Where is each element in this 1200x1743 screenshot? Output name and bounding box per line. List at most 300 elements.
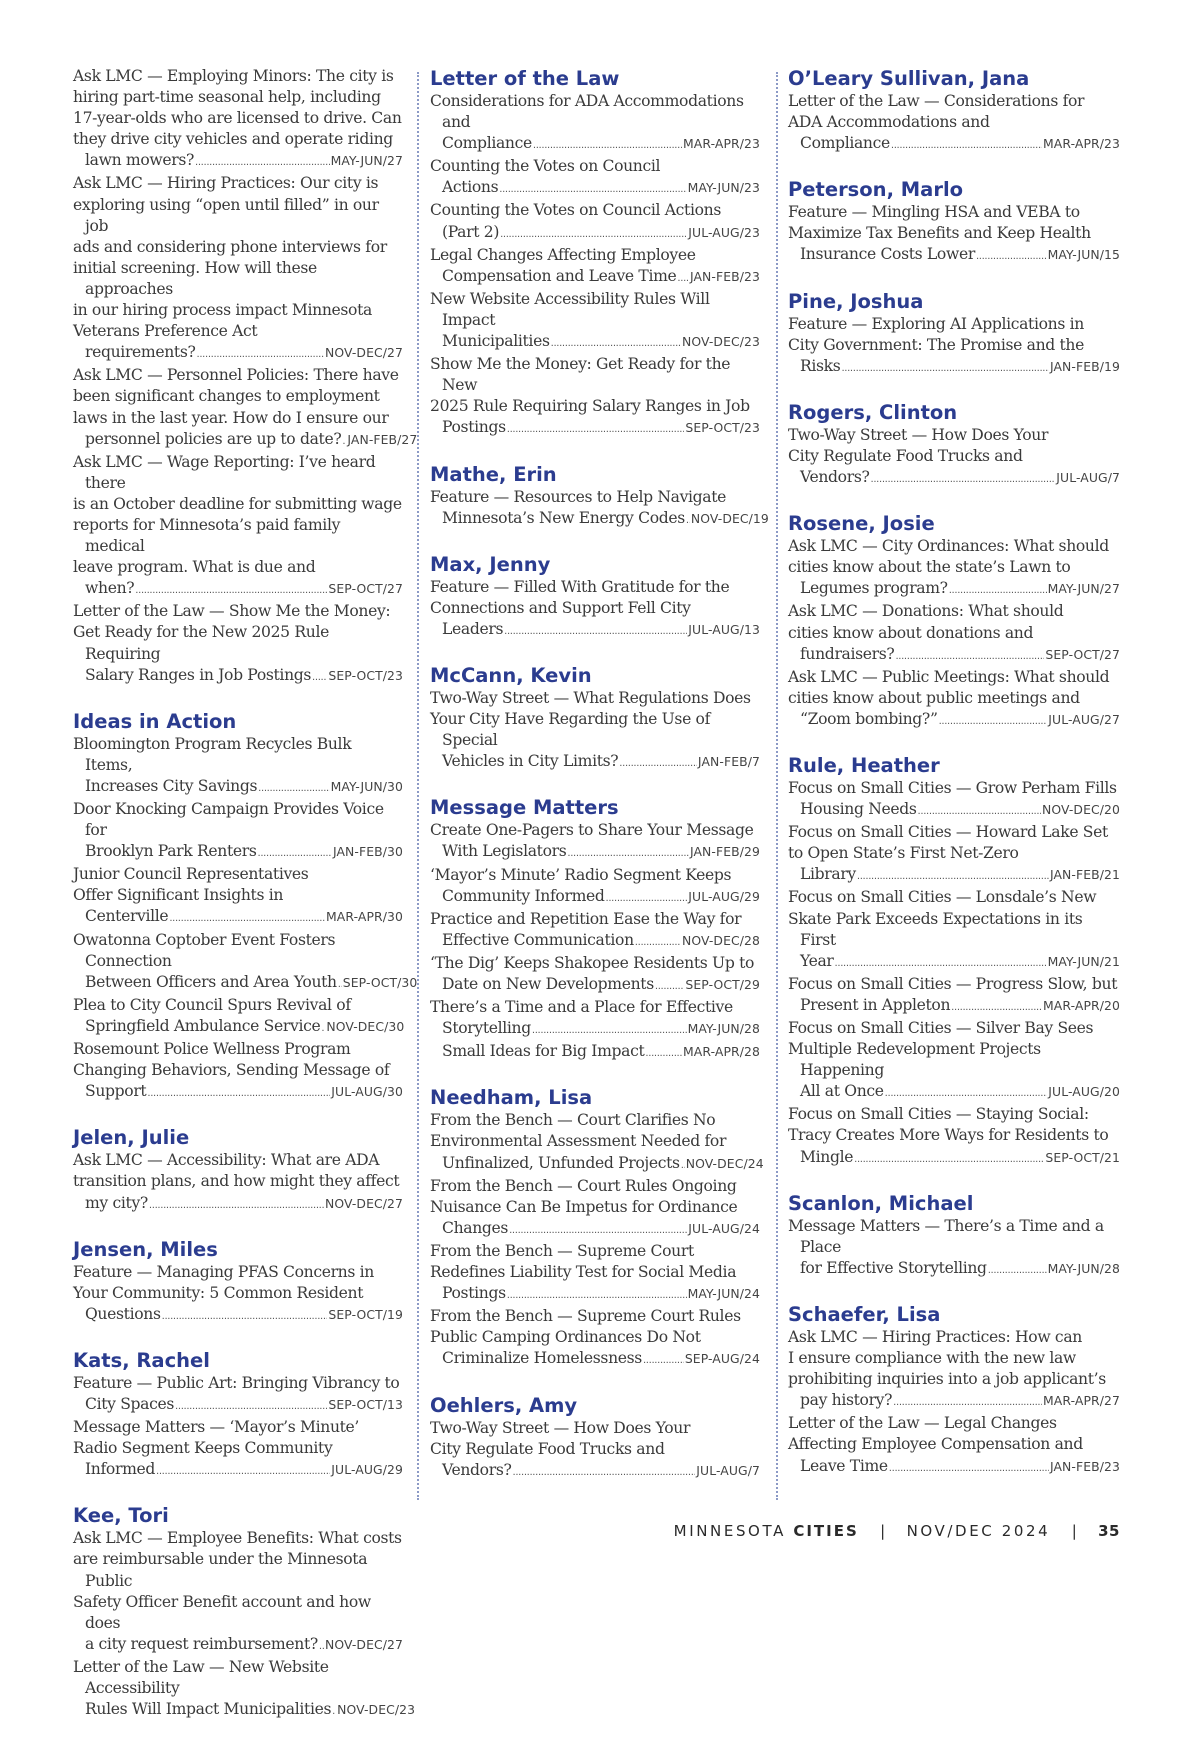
entry-title bbox=[788, 1327, 1120, 1390]
entry-last-line bbox=[73, 906, 403, 929]
entry-title-line: Maximize Tax Benefits and Keep Health bbox=[788, 224, 1091, 243]
section-heading: O’Leary Sullivan, Jana bbox=[788, 67, 1030, 90]
entry-last-line bbox=[430, 133, 760, 156]
entry-last-line bbox=[73, 1193, 403, 1216]
entry-last-line bbox=[430, 1460, 760, 1483]
section-heading: Letter of the Law bbox=[430, 67, 620, 90]
dot-leader bbox=[258, 778, 329, 799]
entry-last-line bbox=[73, 342, 403, 365]
dot-leader bbox=[149, 1195, 324, 1216]
entry-title-line: Veterans Preference Act bbox=[73, 322, 258, 341]
dot-leader bbox=[135, 580, 327, 601]
issue-reference: MAY-JUN/30 bbox=[330, 778, 403, 794]
dot-leader bbox=[507, 1285, 687, 1306]
entry-title-line: Counting the Votes on Council bbox=[430, 157, 661, 176]
entry-title bbox=[73, 1373, 403, 1394]
dot-leader bbox=[871, 469, 1056, 490]
dot-leader bbox=[507, 419, 685, 440]
entry-title bbox=[788, 778, 1120, 799]
index-entry bbox=[788, 1327, 1120, 1413]
entry-title-end: Legumes program? bbox=[800, 579, 948, 598]
entry-last-line bbox=[73, 1459, 403, 1482]
issue-reference: NOV-DEC/23 bbox=[337, 1702, 416, 1718]
entry-title-line: Feature — Managing PFAS Concerns in bbox=[73, 1262, 374, 1281]
entry-title-line: Offer Significant Insights in bbox=[73, 886, 284, 905]
entry-last-line bbox=[73, 429, 418, 452]
entry-title-line: Radio Segment Keeps Community bbox=[73, 1439, 333, 1458]
entry-last-line bbox=[430, 886, 760, 909]
dot-leader bbox=[338, 974, 342, 995]
entry-title-end: Brooklyn Park Renters bbox=[85, 842, 257, 861]
entry-last-line bbox=[788, 578, 1120, 601]
entry-title-line: Considerations for ADA Accommodations and bbox=[430, 92, 744, 132]
entry-last-line bbox=[73, 1016, 403, 1039]
index-section bbox=[73, 1125, 403, 1215]
index-entry bbox=[430, 953, 760, 997]
entry-title-end: Vendors? bbox=[442, 1460, 512, 1479]
dot-leader bbox=[509, 1220, 687, 1241]
section-heading: Rogers, Clinton bbox=[788, 400, 958, 424]
issue-reference: JAN-FEB/21 bbox=[1049, 867, 1120, 883]
index-entry bbox=[788, 91, 1120, 156]
dot-leader bbox=[635, 932, 681, 953]
index-entry bbox=[788, 1104, 1120, 1169]
entry-title bbox=[73, 173, 403, 342]
entry-title-line: From the Bench — Court Clarifies No bbox=[430, 1111, 716, 1130]
index-entry bbox=[430, 1176, 760, 1241]
dot-leader bbox=[319, 1636, 324, 1657]
dot-leader bbox=[162, 1306, 328, 1327]
entry-last-line bbox=[788, 1456, 1120, 1479]
index-section bbox=[788, 1191, 1120, 1281]
entry-last-line bbox=[788, 467, 1120, 490]
entry-title-line: Feature — Filled With Gratitude for the bbox=[430, 577, 730, 596]
issue-reference: SEP-OCT/21 bbox=[1045, 1149, 1120, 1165]
entry-title-end: Present in Appleton bbox=[800, 995, 951, 1014]
entry-title-line: Affecting Employee Compensation and bbox=[788, 1435, 1083, 1454]
index-section bbox=[430, 552, 760, 642]
entry-title-line: Focus on Small Cities — Progress Slow, but bbox=[788, 974, 1118, 993]
issue-reference: MAY-JUN/27 bbox=[330, 153, 403, 169]
issue-reference: NOV-DEC/24 bbox=[685, 1155, 764, 1171]
entry-title-line: Ask LMC — Accessibility: What are ADA bbox=[73, 1151, 380, 1170]
index-section bbox=[788, 66, 1120, 156]
entry-title-end: Centerville bbox=[85, 907, 169, 926]
entry-title-line: exploring using “open until filled” in our job bbox=[73, 195, 379, 235]
entry-last-line bbox=[788, 864, 1120, 887]
entry-title-line: to Open State’s First Net-Zero bbox=[788, 844, 1019, 863]
entry-title-line: ‘The Dig’ Keeps Shakopee Residents Up to bbox=[430, 953, 755, 972]
entry-title-end: Community Informed bbox=[442, 886, 605, 905]
dot-leader bbox=[169, 908, 325, 929]
entry-title bbox=[430, 245, 760, 266]
entry-title bbox=[788, 1018, 1120, 1081]
entry-title-line: been significant changes to employment bbox=[73, 387, 380, 406]
dot-leader bbox=[918, 801, 1041, 822]
entry-title-line: Ask LMC — Wage Reporting: I’ve heard there bbox=[73, 452, 376, 492]
entry-last-line bbox=[73, 665, 403, 688]
entry-title-end: Actions bbox=[442, 178, 499, 197]
entry-title-end: Compliance bbox=[800, 134, 890, 153]
index-entry bbox=[788, 1018, 1120, 1104]
dot-leader bbox=[532, 1020, 687, 1041]
entry-title-end: Vendors? bbox=[800, 468, 870, 487]
column-divider bbox=[776, 72, 778, 1500]
entry-title-line: ‘Mayor’s Minute’ Radio Segment Keeps bbox=[430, 865, 732, 884]
entry-title bbox=[73, 1417, 403, 1459]
entry-title-line: Focus on Small Cities — Staying Social: bbox=[788, 1105, 1089, 1124]
entry-title bbox=[73, 601, 403, 664]
index-entry bbox=[430, 487, 769, 531]
entry-title-end: Increases City Savings bbox=[85, 776, 258, 795]
entry-title bbox=[430, 997, 760, 1018]
entry-title bbox=[73, 930, 403, 972]
entry-title bbox=[73, 66, 403, 150]
entry-last-line bbox=[430, 177, 760, 200]
entry-last-line bbox=[788, 799, 1120, 822]
dot-leader bbox=[939, 711, 1048, 732]
entry-title-line: Connections and Support Fell City bbox=[430, 598, 691, 617]
entry-title-end: Informed bbox=[85, 1460, 156, 1479]
index-entry bbox=[430, 865, 760, 909]
issue-reference: SEP-OCT/27 bbox=[1045, 646, 1120, 662]
entry-title-end: All at Once bbox=[800, 1082, 884, 1101]
entry-title-end: lawn mowers? bbox=[85, 151, 194, 170]
index-entry bbox=[788, 1413, 1120, 1478]
issue-reference: SEP-OCT/23 bbox=[328, 667, 403, 683]
issue-reference: MAR-APR/30 bbox=[326, 909, 403, 925]
index-entry bbox=[73, 1373, 403, 1417]
entry-last-line bbox=[430, 1018, 760, 1041]
index-entry bbox=[430, 1306, 760, 1371]
issue-reference: SEP-OCT/30 bbox=[342, 974, 418, 990]
index-entry bbox=[788, 887, 1120, 973]
entry-title-line: in our hiring process impact Minnesota bbox=[73, 301, 372, 320]
dot-leader bbox=[619, 753, 697, 774]
entry-title-line: Rosemount Police Wellness Program bbox=[73, 1040, 351, 1059]
entry-title bbox=[73, 365, 403, 428]
entry-title-line: Counting the Votes on Council Actions bbox=[430, 201, 721, 220]
issue-reference: SEP-OCT/13 bbox=[328, 1396, 403, 1412]
entry-last-line bbox=[430, 266, 760, 289]
index-entry bbox=[73, 173, 403, 365]
entry-title-line: Ask LMC — Employee Benefits: What costs bbox=[73, 1529, 402, 1548]
entry-last-line bbox=[73, 1634, 403, 1657]
entry-title bbox=[73, 799, 403, 841]
issue-reference: MAY-JUN/15 bbox=[1047, 247, 1120, 263]
entry-last-line bbox=[430, 1283, 760, 1306]
section-heading: Kee, Tori bbox=[73, 1504, 169, 1528]
dot-leader bbox=[645, 1043, 682, 1064]
entry-title-end: Rules Will Impact Municipalities bbox=[85, 1700, 332, 1719]
index-entry bbox=[430, 1241, 760, 1306]
entry-title-line: City Regulate Food Trucks and bbox=[788, 446, 1023, 465]
issue-reference: MAR-APR/23 bbox=[683, 136, 760, 152]
index-entry bbox=[73, 1262, 403, 1327]
entry-title-line: Focus on Small Cities — Lonsdale’s New bbox=[788, 888, 1097, 907]
dot-leader bbox=[513, 1462, 696, 1483]
entry-title-line: Letter of the Law — New Website Accessibility bbox=[73, 1657, 329, 1697]
index-entry bbox=[430, 1041, 760, 1064]
entry-title-line: Multiple Redevelopment Projects Happening bbox=[788, 1040, 1041, 1080]
entry-title bbox=[788, 601, 1120, 643]
index-section bbox=[73, 709, 418, 1105]
entry-last-line bbox=[430, 974, 760, 997]
section-heading: Jelen, Julie bbox=[73, 1126, 190, 1150]
entry-last-line bbox=[788, 133, 1120, 156]
entry-title bbox=[788, 425, 1120, 467]
entry-last-line bbox=[788, 1081, 1120, 1104]
entry-title bbox=[430, 156, 760, 177]
index-section bbox=[430, 1393, 760, 1483]
footer-separator: | bbox=[1071, 1522, 1077, 1540]
entry-title-end: With Legislators bbox=[442, 842, 567, 861]
entry-title-line: prohibiting inquiries into a job applicant’s bbox=[788, 1370, 1106, 1389]
entry-title-end: “Zoom bombing?” bbox=[800, 709, 938, 728]
dot-leader bbox=[893, 1392, 1042, 1413]
issue-reference: JAN-FEB/30 bbox=[332, 844, 403, 860]
index-entry bbox=[430, 1110, 764, 1175]
entry-title-end: personnel policies are up to date? bbox=[85, 429, 342, 448]
entry-title-line: Ask LMC — Employing Minors: The city is bbox=[73, 67, 394, 85]
entry-last-line bbox=[788, 1258, 1120, 1281]
entry-title-end: Insurance Costs Lower bbox=[800, 245, 975, 264]
dot-leader bbox=[551, 333, 681, 354]
publication-name-bold: CITIES bbox=[793, 1522, 859, 1540]
section-heading: Max, Jenny bbox=[430, 552, 551, 576]
dot-leader bbox=[857, 866, 1049, 887]
issue-reference: MAR-APR/28 bbox=[683, 1044, 760, 1060]
entry-last-line bbox=[788, 1390, 1120, 1413]
entry-title bbox=[788, 91, 1120, 133]
page-number: 35 bbox=[1098, 1522, 1120, 1540]
dot-leader bbox=[681, 1155, 685, 1176]
entry-title bbox=[788, 1216, 1120, 1258]
entry-title-end: Storytelling bbox=[442, 1019, 531, 1038]
index-entry bbox=[430, 200, 760, 244]
index-entry bbox=[73, 452, 403, 602]
entry-title-line: Letter of the Law — Show Me the Money: bbox=[73, 602, 391, 621]
entry-title bbox=[430, 91, 760, 133]
issue-date: NOV/DEC 2024 bbox=[906, 1522, 1051, 1540]
entry-title-end: Municipalities bbox=[442, 332, 550, 351]
issue-reference: JUL-AUG/23 bbox=[688, 224, 760, 240]
issue-reference: NOV-DEC/20 bbox=[1042, 802, 1120, 818]
entry-title bbox=[430, 289, 760, 331]
index-entry bbox=[788, 536, 1120, 601]
entry-title-line: Letter of the Law — Legal Changes bbox=[788, 1414, 1057, 1433]
entry-title bbox=[73, 1150, 403, 1192]
index-entry bbox=[430, 997, 760, 1041]
entry-title-end: requirements? bbox=[85, 343, 196, 362]
dot-leader bbox=[156, 1461, 330, 1482]
entry-last-line bbox=[73, 1394, 403, 1417]
entry-title-line: Your City Have Regarding the Use of Special bbox=[430, 710, 711, 750]
section-heading: Needham, Lisa bbox=[430, 1086, 593, 1110]
entry-last-line bbox=[430, 841, 760, 864]
entry-last-line bbox=[73, 776, 403, 799]
index-entry bbox=[73, 1039, 403, 1104]
index-section bbox=[73, 1237, 403, 1327]
entry-title bbox=[430, 1241, 760, 1283]
entry-title-line: initial screening. How will these approaches bbox=[73, 258, 317, 298]
section-heading: Oehlers, Amy bbox=[430, 1393, 578, 1417]
index-entry bbox=[430, 820, 760, 864]
issue-reference: JUL-AUG/20 bbox=[1048, 1084, 1120, 1100]
issue-reference: NOV-DEC/19 bbox=[690, 510, 769, 526]
entry-title bbox=[430, 1176, 760, 1218]
index-entry bbox=[788, 314, 1120, 379]
entry-title-end: Housing Needs bbox=[800, 800, 917, 819]
section-heading: Pine, Joshua bbox=[788, 289, 924, 313]
entry-title-line: reports for Minnesota’s paid family medical bbox=[73, 515, 341, 556]
issue-reference: NOV-DEC/27 bbox=[325, 1195, 403, 1211]
entry-title bbox=[788, 314, 1120, 356]
index-entry bbox=[73, 601, 403, 687]
entry-title-end: Risks bbox=[800, 356, 841, 375]
issue-reference: JUL-AUG/29 bbox=[688, 888, 760, 904]
entry-title-line: are reimbursable under the Minnesota Public bbox=[73, 1550, 368, 1590]
dot-leader bbox=[321, 1018, 325, 1039]
issue-reference: SEP-OCT/27 bbox=[328, 581, 403, 597]
entry-title-line: cities know about the state’s Lawn to bbox=[788, 558, 1071, 577]
entry-title-end: my city? bbox=[85, 1193, 148, 1212]
dot-leader bbox=[988, 1260, 1047, 1281]
entry-last-line bbox=[430, 930, 760, 953]
index-entry bbox=[788, 974, 1120, 1018]
issue-reference: JUL-AUG/30 bbox=[331, 1084, 403, 1100]
entry-title bbox=[430, 953, 760, 974]
entry-title-line: Focus on Small Cities — Grow Perham Fills bbox=[788, 778, 1117, 797]
entry-title-line: hiring part-time seasonal help, including bbox=[73, 88, 381, 107]
issue-reference: SEP-OCT/23 bbox=[685, 420, 760, 436]
entry-title-line: Plea to City Council Spurs Revival of bbox=[73, 995, 351, 1014]
dot-leader bbox=[835, 953, 1047, 974]
section-heading: Peterson, Marlo bbox=[788, 178, 964, 202]
index-entry bbox=[430, 577, 760, 642]
entry-title-end: a city request reimbursement? bbox=[85, 1634, 318, 1653]
index-section bbox=[788, 1302, 1120, 1479]
section-heading: Message Matters bbox=[430, 796, 619, 820]
issue-reference: SEP-AUG/24 bbox=[684, 1351, 760, 1367]
issue-reference: MAR-APR/27 bbox=[1043, 1393, 1120, 1409]
entry-last-line bbox=[430, 222, 760, 245]
entry-title-line: Door Knocking Campaign Provides Voice for bbox=[73, 800, 384, 840]
entry-title bbox=[430, 1418, 760, 1460]
entry-title-line: Feature — Resources to Help Navigate bbox=[430, 487, 727, 506]
entry-title bbox=[73, 1528, 403, 1633]
issue-reference: SEP-OCT/19 bbox=[328, 1306, 403, 1322]
entry-last-line bbox=[430, 508, 769, 531]
entry-last-line bbox=[73, 1081, 403, 1104]
entry-title-line: From the Bench — Court Rules Ongoing bbox=[430, 1176, 737, 1195]
entry-title bbox=[788, 1413, 1120, 1455]
issue-reference: JUL-AUG/7 bbox=[696, 1462, 760, 1478]
entry-title-line: Create One-Pagers to Share Your Message bbox=[430, 821, 754, 840]
entry-title bbox=[430, 487, 760, 508]
entry-title-end: for Effective Storytelling bbox=[800, 1258, 987, 1277]
entry-title-end: Changes bbox=[442, 1218, 509, 1237]
entry-title bbox=[430, 200, 760, 221]
entry-title-end: Library bbox=[800, 865, 856, 884]
entry-last-line bbox=[430, 1153, 764, 1176]
entry-title bbox=[430, 354, 760, 417]
entry-title-line: City Government: The Promise and the bbox=[788, 335, 1085, 354]
section-heading: Jensen, Miles bbox=[73, 1237, 218, 1261]
entry-title bbox=[788, 536, 1120, 578]
entry-title-end: Effective Communication bbox=[442, 930, 634, 949]
footer-separator: | bbox=[880, 1522, 886, 1540]
entry-title bbox=[788, 667, 1120, 709]
entry-title-line: Changing Behaviors, Sending Message of bbox=[73, 1061, 390, 1080]
dot-leader bbox=[197, 344, 324, 365]
issue-reference: NOV-DEC/30 bbox=[326, 1018, 405, 1034]
issue-reference: SEP-OCT/29 bbox=[685, 977, 760, 992]
entry-title-line: Feature — Public Art: Bringing Vibrancy to bbox=[73, 1373, 400, 1392]
index-section bbox=[788, 400, 1120, 490]
entry-title-line: 17-year-olds who are licensed to drive. Can bbox=[73, 109, 402, 128]
issue-reference: NOV-DEC/27 bbox=[325, 345, 403, 361]
issue-reference: JUL-AUG/27 bbox=[1048, 711, 1120, 727]
dot-leader bbox=[195, 152, 330, 173]
entry-title bbox=[788, 202, 1120, 244]
entry-title-line: Two-Way Street — What Regulations Does bbox=[430, 688, 751, 707]
issue-reference: NOV-DEC/28 bbox=[682, 932, 760, 948]
entry-title bbox=[73, 1262, 403, 1304]
issue-reference: MAY-JUN/28 bbox=[1047, 1260, 1120, 1276]
issue-reference: MAY-JUN/21 bbox=[1047, 953, 1120, 969]
entry-title-end: Year bbox=[800, 951, 834, 970]
index-entry bbox=[430, 688, 760, 774]
index-section bbox=[73, 1348, 403, 1482]
index-column-3 bbox=[788, 66, 1120, 1500]
entry-title-line: Feature — Exploring AI Applications in bbox=[788, 314, 1084, 333]
index-entry bbox=[73, 66, 403, 173]
entry-title bbox=[788, 822, 1120, 864]
dot-leader bbox=[854, 1149, 1044, 1170]
index-entry bbox=[73, 365, 418, 451]
dot-leader bbox=[567, 843, 689, 864]
entry-last-line bbox=[73, 578, 403, 601]
index-entry bbox=[788, 1216, 1120, 1281]
entry-title-line: Two-Way Street — How Does Your bbox=[430, 1418, 691, 1437]
entry-title-line: Skate Park Exceeds Expectations in its First bbox=[788, 909, 1083, 949]
entry-title bbox=[788, 974, 1120, 995]
entry-title-line: Redefines Liability Test for Social Media bbox=[430, 1263, 737, 1282]
index-entry bbox=[788, 822, 1120, 887]
entry-last-line bbox=[73, 972, 418, 995]
issue-reference: MAR-APR/20 bbox=[1043, 997, 1120, 1013]
publication-name-prefix: MINNESOTA bbox=[673, 1522, 786, 1540]
index-entry bbox=[73, 734, 403, 799]
dot-leader bbox=[976, 246, 1047, 267]
dot-leader bbox=[889, 1458, 1049, 1479]
entry-title-end: Date on New Developments bbox=[442, 975, 654, 993]
index-section bbox=[430, 1085, 764, 1371]
entry-title-end: pay history? bbox=[800, 1391, 893, 1410]
index-entry bbox=[73, 799, 403, 864]
dot-leader bbox=[147, 1083, 330, 1104]
entry-title-end: Support bbox=[85, 1082, 147, 1101]
issue-reference: JAN-FEB/27 bbox=[347, 431, 418, 447]
entry-title-end: Questions bbox=[85, 1304, 161, 1323]
entry-title bbox=[73, 734, 403, 776]
entry-title-line: Get Ready for the New 2025 Rule Requiring bbox=[73, 623, 329, 663]
entry-title-line: Ask LMC — Hiring Practices: How can bbox=[788, 1327, 1082, 1346]
entry-last-line bbox=[73, 841, 403, 864]
entry-last-line bbox=[788, 644, 1120, 667]
index-section bbox=[788, 177, 1120, 267]
